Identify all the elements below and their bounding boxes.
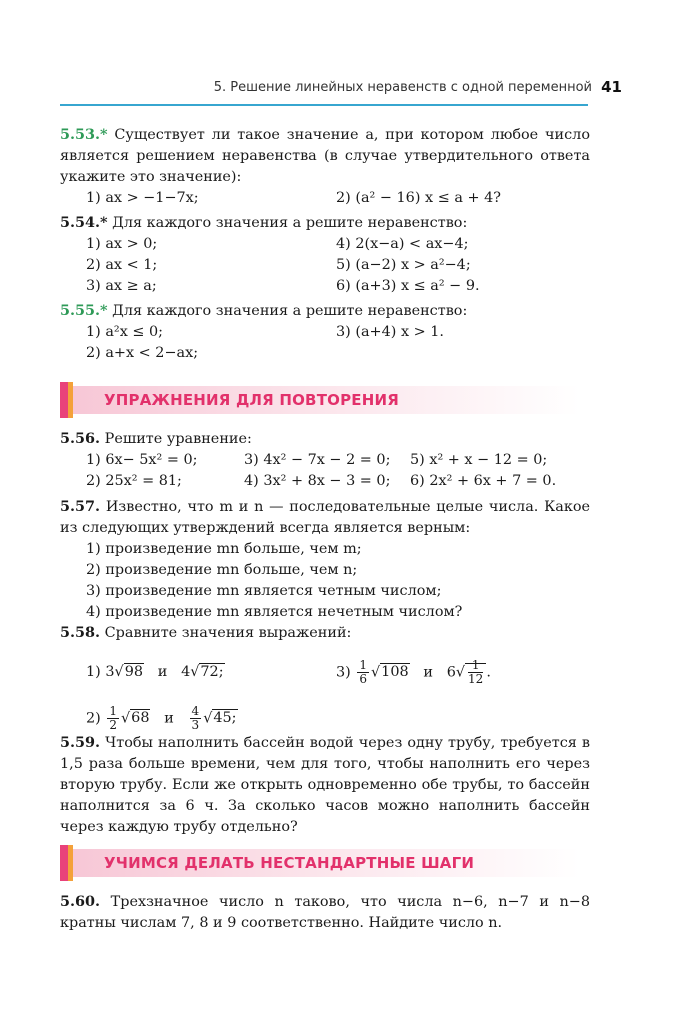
radicand: 68 (131, 710, 150, 726)
problem-text: Известно, что m и n — последовательные целые числа. Какое из следующих утверждений всегда является верным: (60, 499, 590, 536)
denominator: 3 (191, 717, 200, 732)
option-2: 2) $\frac{1}{2}$ √68 и $\frac{4}{3}$ √45; (86, 703, 237, 732)
option-2: 2) произведение mn больше, чем n; (86, 562, 358, 578)
option-3: 3) ax ≥ a; (86, 278, 157, 294)
problem-text: Для каждого значения a решите неравенство: (107, 303, 468, 319)
fraction (357, 659, 369, 686)
problem-5-55 (60, 300, 590, 364)
numerator: 1 (359, 657, 367, 672)
section-banner-nonstandard (60, 845, 580, 881)
punctuation: . (486, 664, 491, 680)
problem-5-60 (60, 891, 590, 934)
coefficient: 6 (446, 664, 456, 680)
radicand: 45; (213, 710, 237, 726)
problem-number: 5.57. (60, 498, 101, 515)
option-2: 2) ax < 1; (86, 257, 158, 273)
coefficient: 3 (105, 663, 115, 680)
problem-number: 5.53.* (60, 126, 108, 143)
option-1: 1) 3√98 и 4√72; (86, 663, 224, 680)
problem-number: 5.56. (60, 430, 101, 447)
problem-number: 5.60. (60, 893, 101, 910)
problem-number: 5.59. (60, 734, 101, 751)
header-rule (60, 104, 588, 106)
problem-5-57 (60, 496, 590, 623)
section-banner-review (60, 382, 580, 418)
option-3: 3) произведение mn является четным числом; (86, 583, 442, 599)
problem-text: Сравните значения выражений: (100, 625, 352, 641)
problem-5-53 (60, 124, 590, 209)
option-4: 4) 3x² + 8x − 3 = 0; (244, 473, 391, 489)
fraction (107, 705, 119, 732)
option-3: 3) $\frac{1}{6}$ √108 и 6√ $\frac{1}{12}$ . (336, 657, 491, 686)
fraction (468, 659, 483, 686)
option-3: 3) 4x² − 7x − 2 = 0; (244, 452, 391, 468)
problem-text: Решите уравнение: (100, 431, 252, 447)
numerator: 1 (109, 703, 117, 718)
option-label: 1) (86, 663, 101, 680)
section-title: УПРАЖНЕНИЯ ДЛЯ ПОВТОРЕНИЯ (104, 391, 399, 409)
option-5: 5) x² + x − 12 = 0; (410, 452, 548, 468)
option-label: 2) (86, 710, 101, 726)
option-4: 4) произведение mn является нечетным числом? (86, 604, 463, 620)
conjunction: и (157, 663, 168, 680)
problem-number: 5.54.* (60, 214, 108, 231)
problem-text: Трехзначное число n таково, что числа n−6, n−7 и n−8 кратны числам 7, 8 и 9 соответственно. Найдите число n. (60, 894, 590, 931)
numerator: 1 (468, 659, 483, 673)
problem-5-54 (60, 212, 590, 297)
radicand: 98 (124, 663, 143, 680)
conjunction: и (423, 664, 433, 680)
fraction (190, 705, 202, 732)
section-title: УЧИМСЯ ДЕЛАТЬ НЕСТАНДАРТНЫЕ ШАГИ (104, 854, 475, 872)
option-1: 1) ax > −1−7x; (86, 190, 199, 206)
page-number: 41 (601, 78, 622, 96)
option-1: 1) 6x− 5x² = 0; (86, 452, 198, 468)
option-2: 2) a+x < 2−ax; (86, 345, 199, 361)
problem-5-56 (60, 428, 590, 492)
problem-5-58 (60, 622, 590, 736)
numerator: 4 (191, 703, 200, 718)
denominator: 6 (359, 671, 367, 686)
problem-number: 5.58. (60, 624, 101, 641)
radicand: 72; (200, 663, 224, 680)
chapter-title: 5. Решение линейных неравенств с одной переменной (213, 80, 592, 95)
option-6: 6) (a+3) x ≤ a² − 9. (336, 278, 480, 294)
banner-accent (60, 845, 68, 881)
banner-accent (60, 382, 68, 418)
problem-text: Для каждого значения a решите неравенство: (107, 215, 468, 231)
problem-text: Чтобы наполнить бассейн водой через одну трубу, требуется в 1,5 раза больше времени, чем для того, чтобы наполнить его через вторую трубу. Если же открыть одновременно обе трубы, то бассейн наполнится за 6 ч. За сколько часов можно наполнить бассейн через каждую трубу отдельно? (60, 735, 590, 835)
running-header (60, 78, 622, 100)
denominator: 2 (109, 717, 117, 732)
option-3: 3) (a+4) x > 1. (336, 324, 444, 340)
conjunction: и (164, 710, 174, 726)
problem-text: Существует ли такое значение a, при котором любое число является решением неравенства (в случае утвердительного ответа укажите это значение): (60, 127, 590, 185)
problem-number: 5.55.* (60, 302, 108, 319)
option-2: 2) 25x² = 81; (86, 473, 182, 489)
option-label: 3) (336, 664, 351, 680)
option-2: 2) (a² − 16) x ≤ a + 4? (336, 190, 501, 206)
problem-5-59 (60, 732, 590, 838)
coefficient: 4 (181, 663, 191, 680)
denominator: 12 (468, 671, 484, 686)
radicand: 108 (381, 664, 409, 680)
option-1: 1) произведение mn больше, чем m; (86, 541, 362, 557)
option-5: 5) (a−2) x > a²−4; (336, 257, 471, 273)
option-6: 6) 2x² + 6x + 7 = 0. (410, 473, 557, 489)
option-1: 1) ax > 0; (86, 236, 158, 252)
option-4: 4) 2(x−a) < ax−4; (336, 236, 469, 252)
option-1: 1) a²x ≤ 0; (86, 324, 164, 340)
